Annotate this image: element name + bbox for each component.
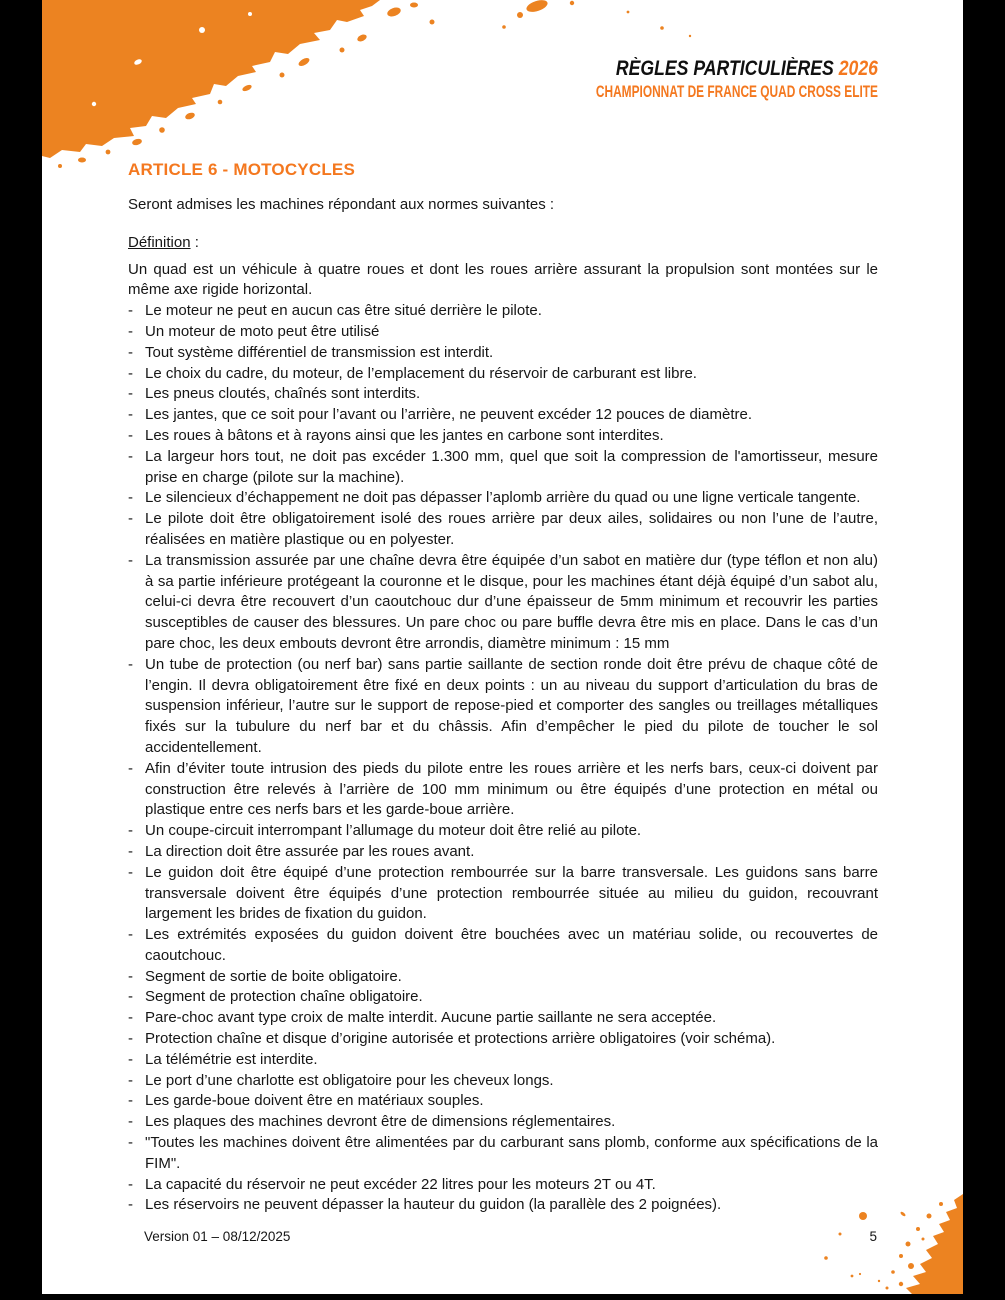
- rule-item: [128, 1175, 878, 1196]
- rule-item: [128, 1133, 878, 1175]
- bullet-marker: -: [128, 510, 133, 528]
- page-footer: [144, 1229, 877, 1244]
- rule-item: [128, 1091, 878, 1112]
- bullet-marker: -: [128, 759, 133, 777]
- rule-text: La capacité du réservoir ne peut excéder 22 litres pour les moteurs 2T ou 4T.: [145, 1175, 656, 1193]
- rule-text: Les garde-boue doivent être en matériaux souples.: [145, 1092, 484, 1110]
- report-title-text: RÈGLES PARTICULIÈRES: [615, 57, 834, 80]
- rule-item: [128, 1195, 878, 1216]
- rule-text: Le choix du cadre, du moteur, de l’emplacement du réservoir de carburant est libre.: [145, 364, 697, 382]
- bullet-marker: -: [128, 1092, 133, 1110]
- version-label: Version 01 – 08/12/2025: [144, 1229, 291, 1244]
- bullet-marker: -: [128, 1050, 133, 1068]
- rule-text: Un coupe-circuit interrompant l’allumage du moteur doit être relié au pilote.: [145, 822, 642, 840]
- report-title-year: 2026: [838, 57, 878, 80]
- rule-item: [128, 509, 878, 551]
- bullet-marker: -: [128, 551, 133, 569]
- bullet-marker: -: [128, 842, 133, 860]
- bullet-marker: -: [128, 426, 133, 444]
- report-header: [475, 56, 878, 102]
- rule-item: [128, 987, 878, 1008]
- rule-text: Les roues à bâtons et à rayons ainsi que les jantes en carbone sont interdites.: [145, 426, 664, 444]
- bullet-marker: -: [128, 322, 133, 340]
- bullet-marker: -: [128, 406, 133, 424]
- bullet-marker: -: [128, 1134, 133, 1152]
- rule-item: [128, 364, 878, 385]
- rule-item: [128, 821, 878, 842]
- rule-item: [128, 1050, 878, 1071]
- definition-text: Un quad est un véhicule à quatre roues et dont les roues arrière assurant la propulsion sont montées sur le même axe rigide horizontal.: [128, 260, 878, 299]
- rule-item: [128, 967, 878, 988]
- rule-text: Le port d’une charlotte est obligatoire pour les cheveux longs.: [145, 1071, 554, 1089]
- bullet-marker: -: [128, 1071, 133, 1089]
- bullet-marker: -: [128, 988, 133, 1006]
- rule-item: [128, 426, 878, 447]
- rule-text: Tout système différentiel de transmission est interdit.: [145, 343, 494, 361]
- rule-text: La télémétrie est interdite.: [145, 1050, 318, 1068]
- definition-label: Définition :: [128, 233, 199, 251]
- bullet-marker: -: [128, 863, 133, 881]
- rule-text: La transmission assurée par une chaîne devra être équipée d’un sabot en matière dur (type téflon et non alu) à sa partie inférieure protégeant la couronne et le disque, pour les machines étant déjà équipé d’un sabot alu, celui-ci devra être recouvert d’un caoutchouc dur d’une épaisseur de 5mm minimum et recouvrir les parties susceptibles de causer des blessures. Un pare choc ou pare buffle devra être mis en place. Dans le cas d’un pare choc, les deux embouts devront être arrondis, diamètre minimum : 15 mm: [145, 551, 878, 652]
- rule-item: [128, 759, 878, 821]
- rule-text: Afin d’éviter toute intrusion des pieds du pilote entre les roues arrière et les nerfs bars, ceux-ci doivent par construction être relevés à l’arrière de 100 mm minimum ou être équipés d’une protection en métal ou plastique entre ces nerfs bars et les garde-boue arrière.: [145, 759, 878, 819]
- rule-item: [128, 405, 878, 426]
- rule-text: Segment de protection chaîne obligatoire.: [145, 988, 423, 1006]
- report-subtitle: CHAMPIONNAT DE FRANCE QUAD CROSS ELITE: [595, 82, 878, 101]
- report-title: [539, 56, 878, 81]
- bullet-marker: -: [128, 655, 133, 673]
- rule-item: [128, 1112, 878, 1133]
- rule-text: Un tube de protection (ou nerf bar) sans partie saillante de section ronde doit être prévu de chaque côté de l’engin. Il devra obligatoirement être fixé en deux points : un au niveau du support d’articulation du bras de suspension inférieur, l’autre sur le support de repose-pied et comporter des sangles ou treillages métalliques fixés sur la tubulure du nerf bar et du châssis. Afin d’empêcher le pied du pilote de toucher le sol accidentellement.: [145, 655, 878, 756]
- rule-text: Le silencieux d’échappement ne doit pas dépasser l’aplomb arrière du quad ou une ligne verticale tangente.: [145, 489, 861, 507]
- bullet-marker: -: [128, 1030, 133, 1048]
- rule-text: Protection chaîne et disque d’origine autorisée et protections arrière obligatoires (voir schéma).: [145, 1030, 776, 1048]
- bullet-marker: -: [128, 1196, 133, 1214]
- bullet-marker: -: [128, 926, 133, 944]
- bullet-marker: -: [128, 447, 133, 465]
- rule-item: [128, 863, 878, 925]
- rule-text: Les jantes, que ce soit pour l’avant ou l’arrière, ne peuvent excéder 12 pouces de diamètre.: [145, 406, 753, 424]
- document-page: [42, 0, 963, 1294]
- bullet-marker: -: [128, 822, 133, 840]
- rule-item: [128, 925, 878, 967]
- rule-text: Les réservoirs ne peuvent dépasser la hauteur du guidon (la parallèle des 2 poignées).: [145, 1196, 722, 1214]
- intro-text: Seront admises les machines répondant aux normes suivantes :: [128, 196, 555, 213]
- rule-item: [128, 447, 878, 489]
- rule-text: La largeur hors tout, ne doit pas excéder 1.300 mm, quel que soit la compression de l'amortisseur, mesure prise en charge (pilote sur la machine).: [145, 447, 878, 486]
- rule-item: [128, 384, 878, 405]
- rule-item: [128, 343, 878, 364]
- rule-text: Le pilote doit être obligatoirement isolé des roues arrière par deux ailes, solidaires ou non l’une de l’autre, réalisées en matière plastique ou en polyester.: [145, 510, 878, 548]
- article-section: [128, 159, 878, 1216]
- rule-text: Segment de sortie de boite obligatoire.: [145, 967, 402, 985]
- bullet-marker: -: [128, 302, 133, 320]
- rules-list: [128, 301, 878, 1216]
- rule-item: [128, 301, 878, 322]
- rule-text: Un moteur de moto peut être utilisé: [145, 322, 380, 340]
- bullet-marker: -: [128, 1009, 133, 1027]
- bullet-marker: -: [128, 1113, 133, 1131]
- rule-item: [128, 322, 878, 343]
- rule-text: Les extrémités exposées du guidon doivent être bouchées avec un matériau solide, ou recouvertes de caoutchouc.: [145, 926, 878, 964]
- rule-item: [128, 1029, 878, 1050]
- page-number: 5: [869, 1229, 877, 1244]
- bullet-marker: -: [128, 364, 133, 382]
- bullet-marker: -: [128, 385, 133, 403]
- rule-text: La direction doit être assurée par les roues avant.: [145, 842, 475, 860]
- rule-item: [128, 488, 878, 509]
- bullet-marker: -: [128, 489, 133, 507]
- rule-text: Les plaques des machines devront être de dimensions réglementaires.: [145, 1113, 616, 1131]
- bullet-marker: -: [128, 1175, 133, 1193]
- rule-text: Le moteur ne peut en aucun cas être situé derrière le pilote.: [145, 302, 542, 320]
- rule-item: [128, 1008, 878, 1029]
- rule-item: [128, 842, 878, 863]
- rule-text: Pare-choc avant type croix de malte interdit. Aucune partie saillante ne sera acceptée.: [145, 1009, 717, 1027]
- bullet-marker: -: [128, 967, 133, 985]
- rule-text: Les pneus cloutés, chaînés sont interdits.: [145, 385, 421, 403]
- bullet-marker: -: [128, 343, 133, 361]
- article-heading: ARTICLE 6 - MOTOCYCLES: [128, 160, 355, 179]
- rule-text: Le guidon doit être équipé d’une protection rembourrée sur la barre transversale. Les guidons sans barre transversale doivent être équipés d’une protection rembourrée située au milieu du guidon, recouvrant largement les brides de fixation du guidon.: [145, 863, 878, 923]
- rule-item: [128, 1071, 878, 1092]
- rule-item: [128, 655, 878, 759]
- rule-item: [128, 551, 878, 655]
- rule-text: "Toutes les machines doivent être alimentées par du carburant sans plomb, conforme aux spécifications de la FIM".: [145, 1134, 878, 1172]
